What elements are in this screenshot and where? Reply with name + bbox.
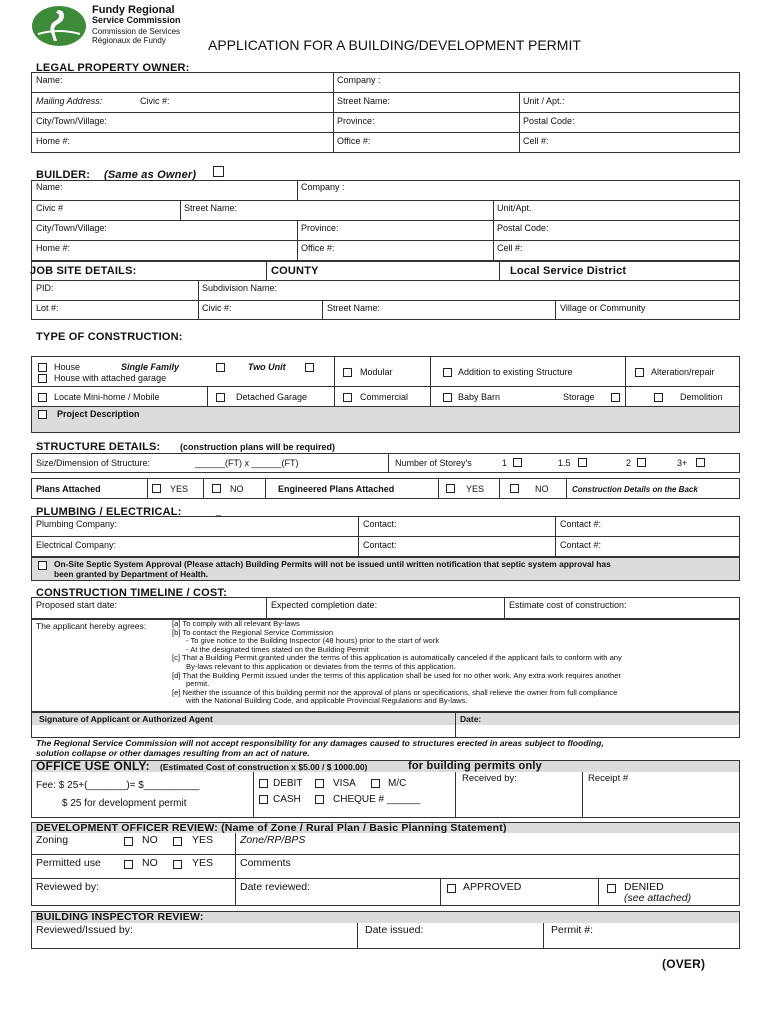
plumbing-company-label: Plumbing Company: [36,519,118,529]
permit-number-label: Permit #: [551,924,594,936]
structure-section-title: STRUCTURE DETAILS: [36,441,161,453]
job-civic-label: Civic #: [202,303,232,313]
receipt-label: Receipt # [588,773,629,784]
term-line: - At the designated times stated on the Building Permit [186,644,369,654]
demolition-label: Demolition [680,392,723,402]
signature-label: Signature of Applicant or Authorized Agent [39,714,213,724]
org-name-en-2: Service Commission [92,15,181,25]
addition-label: Addition to existing Structure [458,367,573,377]
dev-review-title: DEVELOPMENT OFFICER REVIEW: (Name of Zone / Rural Plan / Basic Planning Statement) [36,822,507,834]
zoning-label: Zoning [36,834,69,846]
reviewed-by-label: Reviewed by: [36,881,100,893]
septic-text-1: On-Site Septic System Approval (Please attach) Building Permits will not be issued until written notification that septic system approval has [54,559,611,569]
signature-date-label: Date: [460,714,482,724]
commercial-label: Commercial [360,392,409,402]
house-garage-checkbox[interactable] [38,374,47,383]
local-service-district-label: Local Service District [510,265,627,277]
owner-home-label: Home #: [36,136,71,146]
electrical-company-label: Electrical Company: [36,540,117,550]
term-line: - To give notice to the Building Inspector (48 hours) prior to the start of work [186,636,440,646]
plans-yes-label: YES [170,484,189,494]
mc-label: M/C [388,778,407,789]
owner-section-title: LEGAL PROPERTY OWNER: [36,62,190,74]
builder-city-label: City/Town/Village: [36,223,107,233]
term-line: [a] To comply with all relevant By-laws [172,619,300,628]
office-use-title: OFFICE USE ONLY: [36,759,150,773]
debit-checkbox[interactable] [259,779,268,788]
permitted-use-label: Permitted use [36,857,101,869]
alteration-checkbox[interactable] [635,368,644,377]
zone-rp-bps-label: Zone/RP/BPS [240,834,306,846]
builder-office-label: Office #: [301,243,335,253]
alteration-label: Alteration/repair [651,367,715,377]
mini-home-checkbox[interactable] [38,393,47,402]
job-site-section-title: JOB SITE DETAILS: [30,265,137,277]
pid-label: PID: [36,283,54,293]
dev-permit-fee: $ 25 for development permit [62,798,187,809]
owner-office-label: Office #: [337,136,371,146]
term-line: [d] That the Building Permit issued under the terms of this application shall be used for no other work. Any extra work requires another [172,670,621,680]
term-line: permit. [186,679,210,689]
owner-street-label: Street Name: [337,96,391,106]
storey-3-label: 3+ [677,458,688,468]
engineered-no-label: NO [535,484,549,494]
plans-attached-label: Plans Attached [36,484,101,494]
demolition-checkbox[interactable] [654,393,663,402]
storey-15-checkbox[interactable] [578,458,587,467]
engineered-no-checkbox[interactable] [510,484,519,493]
term-line: [e] Neither the issuance of this building permit nor the approval of plans or specifications, shall relieve the owner from full compliance [172,687,618,697]
builder-province-label: Province: [301,223,339,233]
storey-1-label: 1 [502,458,508,468]
detached-garage-label: Detached Garage [236,392,308,402]
date-issued-label: Date issued: [365,924,424,936]
received-by-label: Received by: [462,773,517,784]
details-back-label: Construction Details on the Back [572,485,698,494]
builder-same-as-owner: (Same as Owner) [104,169,197,181]
commercial-checkbox[interactable] [343,393,352,402]
project-description-label: Project Description [57,409,140,419]
owner-unit-label: Unit / Apt.: [523,96,565,106]
builder-company-label: Company : [301,182,345,192]
engineered-yes-label: YES [466,484,485,494]
plumbing-contact-no-label: Contact #: [560,519,602,529]
date-reviewed-label: Date reviewed: [240,881,311,893]
denied-checkbox[interactable] [607,884,616,893]
builder-name-label: Name: [36,182,63,192]
two-unit-label: Two Unit [248,362,286,372]
plans-yes-checkbox[interactable] [152,484,161,493]
estimate-cost-label: Estimate cost of construction: [509,600,627,610]
mini-home-label: Locate Mini-home / Mobile [54,392,160,402]
owner-company-label: Company : [337,75,381,85]
subdivision-label: Subdivision Name: [202,283,278,293]
engineered-label: Engineered Plans Attached [278,484,395,494]
cheque-checkbox[interactable] [315,795,324,804]
storey-3-checkbox[interactable] [696,458,705,467]
plans-no-checkbox[interactable] [212,484,221,493]
builder-civic-label: Civic # [36,203,64,213]
owner-mailing-label: Mailing Address: [36,96,103,106]
builder-postal-label: Postal Code: [497,223,549,233]
start-date-label: Proposed start date: [36,600,118,610]
modular-checkbox[interactable] [343,368,352,377]
org-name-en-1: Fundy Regional [92,4,175,16]
mc-checkbox[interactable] [371,779,380,788]
storey-15-label: 1.5 [558,458,571,468]
cash-label: CASH [273,794,301,805]
house-label: House [54,362,81,372]
modular-label: Modular [360,367,393,377]
inspector-title: BUILDING INSPECTOR REVIEW: [36,911,204,923]
zoning-no-checkbox[interactable] [124,837,133,846]
builder-street-label: Street Name: [184,203,238,213]
house-garage-label: House with attached garage [54,373,167,383]
disclaimer-line-2: solution collapse or other damages resulting from an act of nature. [36,748,310,758]
completion-date-label: Expected completion date: [271,600,378,610]
term-line: with the National Building Code, and applicable Provincial Regulations and By-laws. [186,696,468,706]
term-line: By-laws relevant to this application or deviates from the terms of this application. [186,661,456,671]
comments-label: Comments [240,857,291,869]
zoning-no-label: NO [142,834,158,846]
visa-checkbox[interactable] [315,779,324,788]
size-fill[interactable]: ______(FT) x ______(FT) [195,458,299,468]
plumbing-dash: _ [216,506,222,516]
permitted-yes-label: YES [192,857,214,869]
engineered-yes-checkbox[interactable] [446,484,455,493]
approved-checkbox[interactable] [447,884,456,893]
storage-checkbox[interactable] [611,393,620,402]
cheque-label: CHEQUE # ______ [333,794,421,805]
owner-cell-label: Cell #: [523,136,549,146]
permitted-no-checkbox[interactable] [124,860,133,869]
storeys-label: Number of Storey's [395,458,472,468]
builder-cell-label: Cell #: [497,243,523,253]
zoning-yes-checkbox[interactable] [173,837,182,846]
storey-1-checkbox[interactable] [513,458,522,467]
single-family-label: Single Family [121,362,180,372]
two-unit-checkbox[interactable] [305,363,314,372]
office-estimated-text: (Estimated Cost of construction x $5.00 / $ 1000.00) [160,762,368,772]
term-line: [b] To contact the Regional Service Commission [172,627,334,637]
detached-garage-checkbox[interactable] [216,393,225,402]
baby-barn-checkbox[interactable] [443,393,452,402]
size-label: Size/Dimension of Structure: [36,458,151,468]
baby-barn-label: Baby Barn [458,392,501,402]
builder-section-title: BUILDER: [36,169,91,181]
see-attached-label: (see attached) [624,892,692,904]
construction-section-title: TYPE OF CONSTRUCTION: [36,331,183,343]
storage-label: Storage [563,392,595,402]
timeline-grid [31,597,740,619]
project-description-checkbox[interactable] [38,410,47,419]
builder-unit-label: Unit/Apt. [497,203,532,213]
over-label: (OVER) [662,957,706,971]
office-for-permits: for building permits only [408,760,542,772]
house-checkbox[interactable] [38,363,47,372]
builder-home-label: Home #: [36,243,71,253]
plans-no-label: NO [230,484,244,494]
storey-2-checkbox[interactable] [637,458,646,467]
page-title: APPLICATION FOR A BUILDING/DEVELOPMENT PERMIT [208,37,581,53]
addition-checkbox[interactable] [443,368,452,377]
village-label: Village or Community [560,303,646,313]
owner-province-label: Province: [337,116,375,126]
term-line: [c] That a Building Permit granted under the terms of this application is automatically canceled if the applicant fails to conform with any [172,653,622,663]
fee-label[interactable]: Fee: $ 25+(_______)= $__________ [36,780,200,791]
same-as-owner-checkbox[interactable] [213,166,224,177]
org-name-fr-1: Commission de Services [92,27,181,36]
agreement-terms [172,620,622,706]
storey-2-label: 2 [626,458,632,468]
reviewed-issued-label: Reviewed/Issued by: [36,924,133,936]
permitted-yes-checkbox[interactable] [173,860,182,869]
zoning-yes-label: YES [192,834,214,846]
denied-label: DENIED [624,881,664,893]
electrical-contact-label: Contact: [363,540,397,550]
approved-label: APPROVED [463,881,522,893]
owner-name-label: Name: [36,75,63,85]
structure-note: (construction plans will be required) [180,442,336,452]
debit-label: DEBIT [273,778,303,789]
owner-civic-label: Civic #: [140,96,170,106]
septic-text-2: been granted by Department of Health. [54,569,209,579]
electrical-contact-no-label: Contact #: [560,540,602,550]
plumbing-section-title: PLUMBING / ELECTRICAL: [36,506,182,518]
septic-checkbox[interactable] [38,561,47,570]
permitted-no-label: NO [142,857,158,869]
timeline-section-title: CONSTRUCTION TIMELINE / COST: [36,587,227,599]
cash-checkbox[interactable] [259,795,268,804]
fundy-logo [30,4,88,48]
single-family-checkbox[interactable] [216,363,225,372]
lot-label: Lot #: [36,303,59,313]
county-label: COUNTY [271,265,319,277]
owner-city-label: City/Town/Village: [36,116,107,126]
owner-postal-label: Postal Code: [523,116,575,126]
disclaimer-line-1: The Regional Service Commission will not accept responsibility for any damages caused to structures erected in areas subject to flooding, [36,738,604,748]
job-street-label: Street Name: [327,303,381,313]
applicant-agrees-label: The applicant hereby agrees: [36,621,147,631]
org-name-fr-2: Régionaux de Fundy [92,36,166,45]
plumbing-contact-label: Contact: [363,519,397,529]
visa-label: VISA [333,778,356,789]
